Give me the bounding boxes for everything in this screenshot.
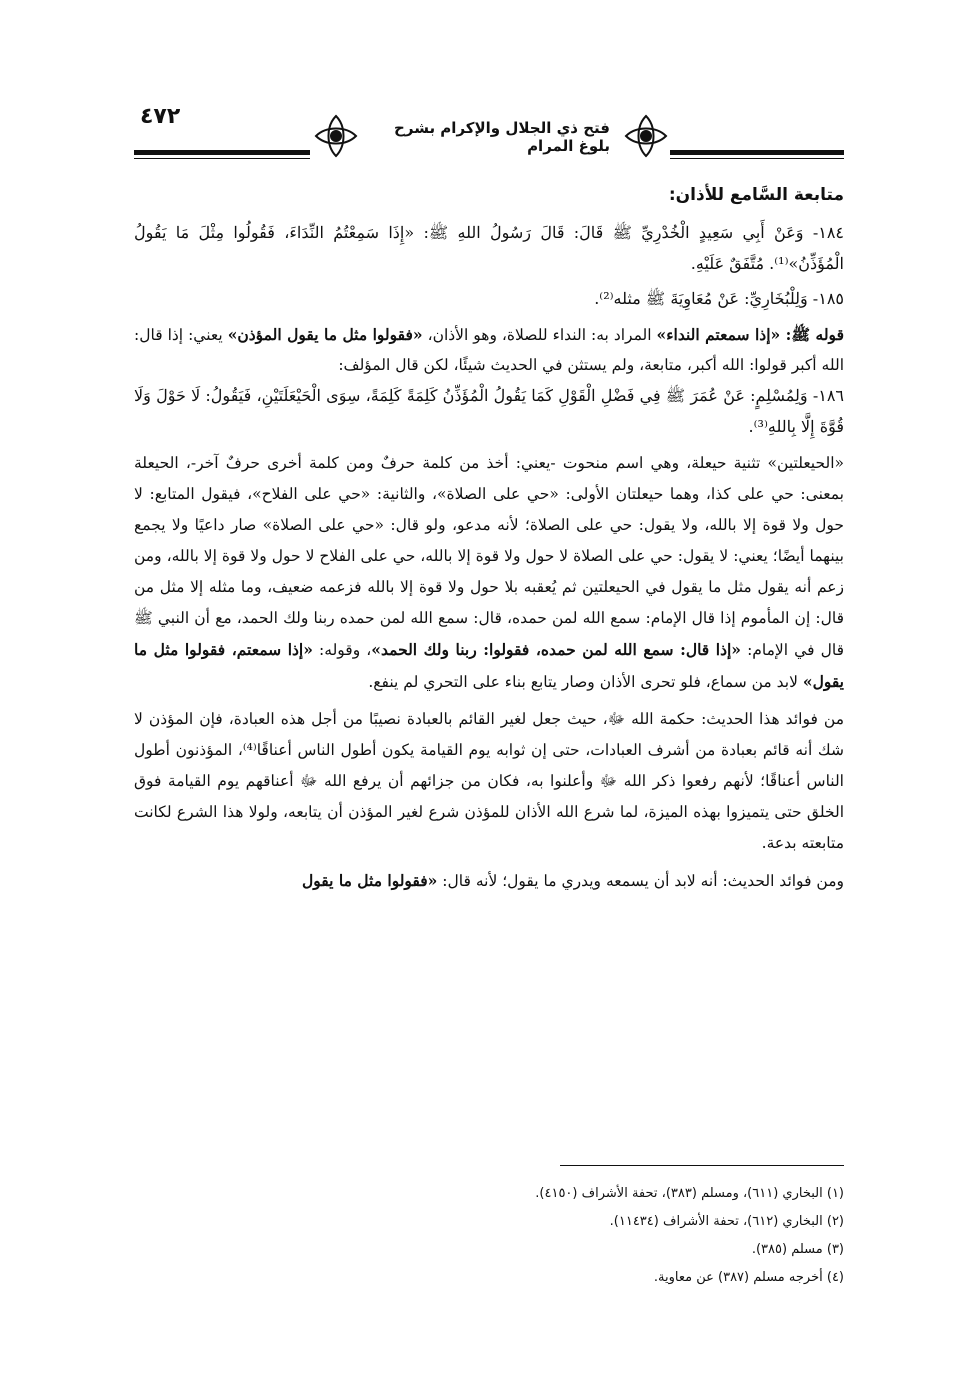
para-1-lead: قوله ﷺ: «إذا سمعتم النداء» [656,325,844,344]
para-2-end: لابد من سماع، فلو تحرى الأذان وصار يتابع بناء على التحري لم ينفع. [368,673,803,691]
footnote-3: (٣) مسلم (٣٨٥). [751,1242,844,1257]
commentary-paragraph-4 [134,865,844,897]
book-title: فتح ذي الجلال والإكرام بشرح بلوغ المرام [394,119,610,155]
left-ornament-icon [312,112,360,160]
para-4-lead: ومن فوائد الحديث: أنه لابد أن يسمعه ويدري ما يقول؛ لأنه قال: [437,872,844,890]
para-2-text: «الحيعلتين» تثنية حيعلة، وهي اسم منحوت -يعني: أخذ من كلمة حرفٌ ومن كلمة أخرى حرفٌ آخر-، الحيعلة بمعنى: حي على كذا، وهما حيعلتان الأولى: «حي على الصلاة»، والثانية: «حي على الفلاح»، فيقول المتابع: لا حول ولا قوة إلا بالله، ولا يقول: حي على الصلاة؛ لأنه مدعو، ولو قال: «حي على الصلاة» صار داعيًا ولا يجمع بينهما أيضًا؛ يعني: لا يقول: حي على الصلاة لا حول ولا قوة إلا بالله، حي على الفلاح لا حول ولا قوة إلا بالله، ومن زعم أنه يقول مثل ما يقول في الحيعلتين ثم يُعقبه بلا حول ولا قوة إلا بالله فزعمه ضعيف، وما مثله إلا مثل من قال: إن المأموم إذا قال الإمام: سمع الله لمن حمده، قال: سمع الله لمن حمده ربنا ولك الحمد، مع أن النبي ﷺ قال في الإمام: [134,454,844,659]
para-4-bold: «فقولوا مثل ما يقول [302,871,438,890]
hadith-184: ١٨٤- وَعَنْ أَبِي سَعِيدٍ الْخُدْرِيِّ ﷺ قَالَ: قَالَ رَسُولُ اللهِ ﷺ: «إِذَا سَمِعْتُمُ النِّدَاءَ، فَقُولُوا مِثْلَ مَا يَقُولُ الْمُؤَذِّنُ»⁽¹⁾. مُتَّفَقٌ عَلَيْهِ. [134,223,844,273]
running-header [310,112,670,162]
para-2-mid: ، وقوله: [312,641,372,659]
right-ornament-icon [622,112,670,160]
commentary-paragraph-3: من فوائد هذا الحديث: حكمة الله ﷻ، حيث جعل لغير القائم بالعبادة نصيبًا من أجل هذه العبادة، فإن المؤذن لا شك أنه قائم بعبادة من أشرف العبادات، حتى إن ثوابه يوم القيامة يكون أطول الناس أعناقًا⁽⁴⁾، المؤذنون أطول الناس أعناقًا؛ لأنهم رفعوا ذكر الله ﷻ وأعلنوا به، فكان من جزائهم أن يرفع الله ﷻ أعناقهم يوم القيامة فوق الخلق حتى يتميزوا بهذه الميزة، لما شرع الله الأذان للمؤذن شرع لغير المؤذن أن يتابعه، ولولا هذا الشرع لكانت متابعته بدعة. [134,710,844,852]
page-number: ٤٧٢ [140,104,181,129]
commentary-paragraph-2 [134,448,844,698]
para-2-bold-2: «إذا سمعتم، فقولوا مثل ما يقول» [134,640,844,691]
hadith-185: ١٨٥- وَلِلْبُخَارِيِّ: عَنْ مُعَاوِيَةَ ﷺ مثله⁽²⁾. [594,289,844,308]
footnote-2: (٢) البخاري (٦١٢)، تحفة الأشراف (١١٤٣٤). [609,1214,844,1229]
para-1-bold: «فقولوا مثل ما يقول المؤذن» [227,325,423,344]
page-body [134,180,844,897]
para-1-mid: المراد به: النداء للصلاة، وهو الأذان، [422,326,657,344]
commentary-paragraph-1 [134,320,844,380]
footnote-4: (٤) أخرجه مسلم (٣٨٧) عن معاوية. [653,1270,844,1285]
section-heading: متابعة السَّامع للأذان: [668,185,844,205]
footnotes [324,1180,844,1292]
footnote-rule [560,1165,844,1166]
para-2-bold-1: «إذا قال: سمع الله لمن حمده، فقولوا: ربنا ولك الحمد» [371,640,741,659]
para-1-rest: يعني: إذا قال: الله أكبر قولوا: الله أكبر، متابعة، ولم يستثن في الحديث شيئًا، لكن قال المؤلف: [134,326,844,374]
footnote-1: (١) البخاري (٦١١)، ومسلم (٣٨٣)، تحفة الأشراف (٤١٥٠). [535,1186,844,1201]
hadith-186: ١٨٦- وَلِمُسْلِمٍ: عَنْ عُمَرَ ﷺ فِي فَضْلِ الْقَوْلِ كَمَا يَقُولُ الْمُؤَذِّنُ كَلِمَةً كَلِمَةً، سِوَى الْحَيْعَلَتَيْنِ، فَيَقُولُ: لَا حَوْلَ وَلَا قُوَّةَ إِلَّا بِاللهِ⁽³⁾. [134,386,845,436]
